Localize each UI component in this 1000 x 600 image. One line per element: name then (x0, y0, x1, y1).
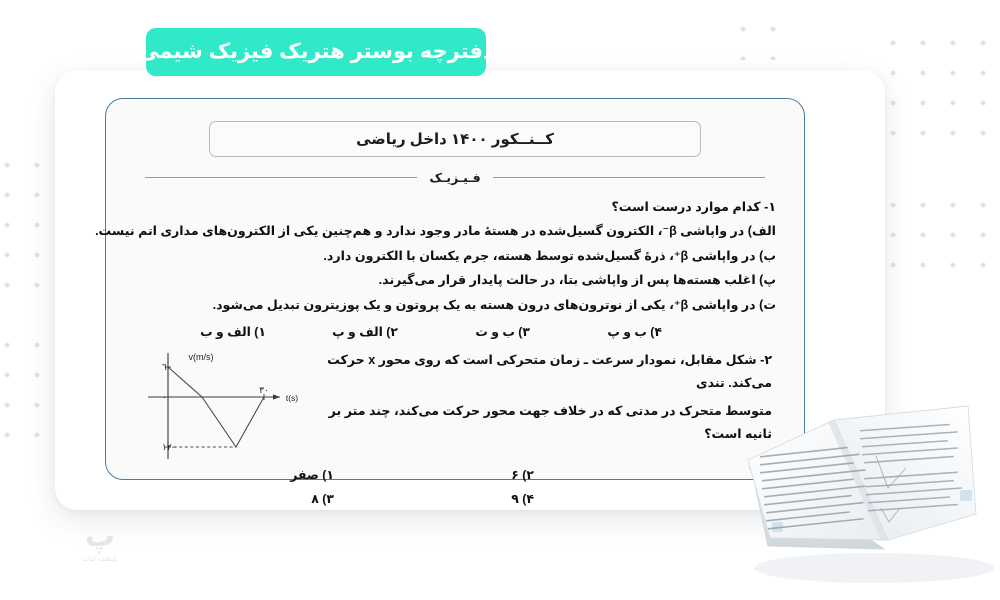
question-2-choice-1[interactable]: ۱) صفر (290, 467, 334, 482)
dot-pattern-mid-right (878, 190, 1000, 290)
svg-text:v(m/s): v(m/s) (188, 351, 214, 362)
question-1-choice-1[interactable]: ۱) الف و ب (200, 324, 266, 339)
dot-pattern-top-middle (728, 14, 790, 60)
svg-text:٦: ٦ (162, 361, 167, 372)
question-1-stem: ۱- کدام موارد درست است؟ (611, 200, 776, 214)
dot-pattern-bottom-left (0, 330, 54, 460)
questions-container (95, 197, 776, 515)
question-2 (134, 349, 776, 515)
open-book-photo (738, 396, 994, 586)
svg-text:٣۰: ٣۰ (259, 384, 269, 395)
velocity-time-graph (140, 351, 305, 463)
banner-title: دفترچه بوستر هتریک فیزیک شیمی (138, 39, 494, 63)
dot-pattern-top-right (878, 28, 1000, 160)
question-2-stem-line-1: ۲- شکل مقابل، نمودار سرعت ـ زمان متحرکی است که روی محور x حرکت می‌کند. تندی (327, 352, 772, 391)
question-2-choice-2[interactable]: ۲) ۶ (511, 467, 534, 482)
svg-text:t(s): t(s) (285, 392, 299, 403)
question-2-stem-line-2: متوسط متحرک در مدتی که در خلاف جهت محور حرکت می‌کند، چند متر بر ثانیه است؟ (328, 403, 772, 441)
dot-pattern-top-left (0, 150, 54, 310)
exam-title-box (209, 121, 701, 157)
question-1-item-be: ب) در واپاشی β‎⁺، ذرهٔ گسیل‌شده توسط هسته، جرم یکسان با الکترون دارد. (323, 248, 776, 263)
watermark-glyph-icon: ﭖ (84, 520, 116, 553)
watermark-logo (52, 522, 148, 580)
question-1-item-alef: الف) در واپاشی β‎⁻، الکترون گسیل‌شده در هستهٔ مادر وجود ندارد و هم‌چنین یکی از الکترون‌های مداری اتم نیست. (95, 224, 776, 239)
question-1-choices (134, 324, 776, 339)
exam-sheet (95, 98, 805, 506)
question-2-choices (134, 467, 776, 515)
question-2-choice-column-left (334, 467, 534, 515)
question-2-choice-4[interactable]: ۴) ۹ (511, 491, 534, 506)
title-banner (138, 28, 494, 76)
svg-text:۰: ۰ (162, 391, 167, 402)
question-2-text (305, 349, 776, 450)
question-1-choice-3[interactable]: ۳) ب و ت (475, 324, 530, 339)
question-1-choice-4[interactable]: ۴) ب و پ (607, 324, 662, 339)
question-1 (95, 197, 776, 339)
subject-label: فـیـزیـک (429, 171, 481, 185)
question-2-choice-column-right (134, 467, 334, 515)
exam-title: کــنــکور ۱۴۰۰ داخل ریاضی (356, 131, 554, 148)
question-2-choice-3[interactable]: ۳) ۸ (311, 491, 334, 506)
divider-line-left (145, 177, 417, 178)
question-1-item-pe: پ) اغلب هسته‌ها پس از واپاشی بتا، در حالت پایدار قرار می‌گیرند. (378, 273, 776, 288)
question-1-choice-2[interactable]: ۲) الف و پ (332, 324, 398, 339)
svg-text:−١٢: −١٢ (162, 441, 177, 452)
subject-divider-row (145, 170, 765, 185)
watermark-name: پایتخت کتاب (82, 556, 118, 563)
divider-line-right (493, 177, 765, 178)
question-1-item-te: ت) در واپاشی β‎⁺، یکی از نوترون‌های درون هسته به یک پروتون و یک پوزیترون تبدیل می‌شود. (212, 297, 776, 312)
